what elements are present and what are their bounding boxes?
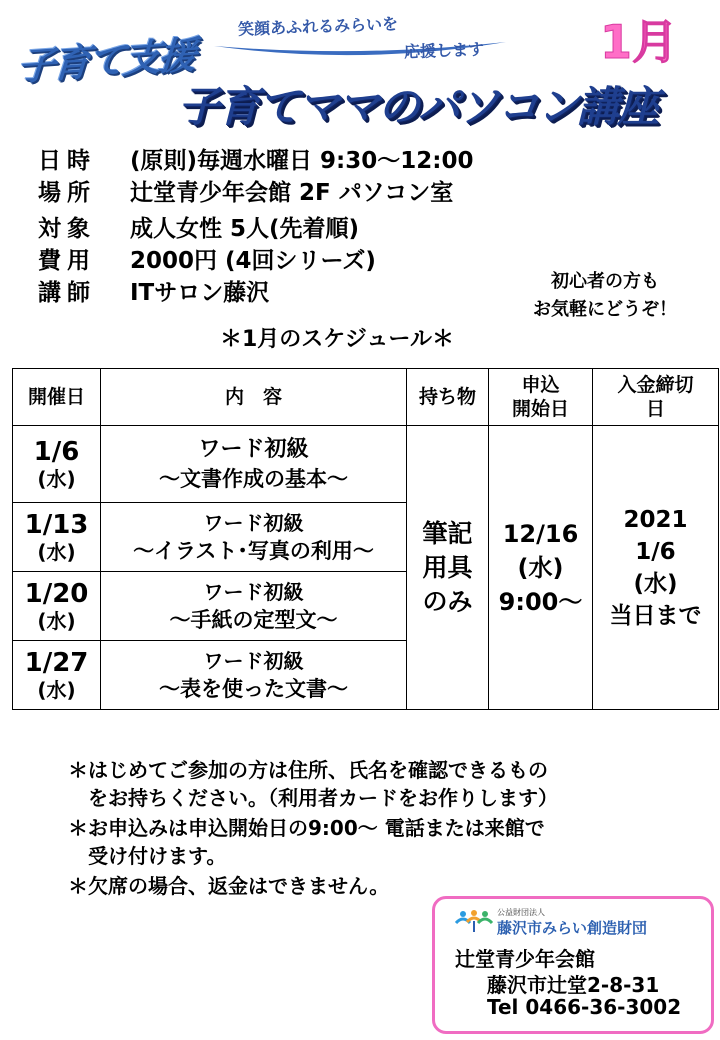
organization-phone: Tel 0466-36-3002 [487, 995, 682, 1019]
header-date: 開催日 [13, 369, 101, 426]
row-date [13, 426, 101, 503]
date-number: 1/13 [24, 510, 89, 540]
apply-cell [489, 426, 593, 710]
info-label: 費用 [38, 248, 96, 274]
kosodate-shien-badge: 子育て支援 [15, 32, 195, 90]
bring-cell [407, 426, 489, 710]
header-apply [489, 369, 593, 426]
foundation-type-label: 公益財団法人 [497, 908, 545, 917]
header-apply-line1: 申込 [521, 374, 560, 396]
deadline-line: (水) [633, 570, 678, 597]
footer-note: をお持ちください。（利用者カードをお作りします） [68, 786, 558, 810]
info-value: 2000円 (4回シリーズ) [130, 248, 376, 274]
footer-note: ＊はじめてご参加の方は住所、氏名を確認できるもの [68, 758, 548, 782]
apply-line: (水) [517, 553, 564, 582]
people-logo-icon [455, 909, 493, 933]
header-content: 内 容 [101, 369, 407, 426]
row-content [101, 572, 407, 641]
date-weekday: (水) [37, 609, 76, 633]
schedule-table [12, 368, 719, 710]
row-date [13, 572, 101, 641]
note-line: お気軽にどうぞ！ [533, 299, 677, 320]
row-date [13, 641, 101, 710]
contact-box [432, 896, 714, 1034]
content-title: ワード初級 [203, 649, 304, 673]
slogan-line2: 応援します [403, 39, 485, 62]
date-weekday: (水) [37, 467, 76, 491]
organization-address: 藤沢市辻堂2-8-31 [487, 973, 660, 997]
info-value: 辻堂青少年会館 2F パソコン室 [130, 180, 454, 206]
content-title: ワード初級 [198, 437, 309, 462]
info-value: 成人女性 5人(先着順) [130, 216, 360, 242]
content-subtitle: 〜手紙の定型文〜 [169, 608, 338, 632]
bring-line: 用具 [422, 552, 473, 582]
deadline-line: 2021 [623, 506, 688, 533]
info-label: 場所 [38, 180, 96, 206]
organization-name: 辻堂青少年会館 [455, 947, 595, 971]
content-subtitle: 〜表を使った文書〜 [159, 677, 348, 701]
content-title: ワード初級 [203, 580, 304, 604]
footer-note: ＊欠席の場合、返金はできません。 [68, 874, 390, 898]
info-row-fee [38, 242, 376, 275]
info-label: 対象 [38, 216, 96, 242]
bring-line: 筆記 [422, 518, 473, 548]
apply-line: 12/16 [502, 519, 579, 548]
info-row-place [38, 174, 453, 207]
info-label: 講師 [38, 280, 96, 306]
apply-line: 9:00〜 [498, 587, 583, 616]
date-weekday: (水) [37, 540, 76, 564]
foundation-name: 藤沢市みらい創造財団 [497, 919, 648, 937]
date-number: 1/6 [33, 437, 80, 467]
slogan-line1: 笑顔あふれるみらいを [237, 14, 399, 39]
deadline-cell [593, 426, 719, 710]
info-value: ITサロン藤沢 [130, 280, 270, 306]
table-row [13, 426, 719, 503]
content-subtitle: 〜文書作成の基本〜 [159, 467, 348, 491]
row-content [101, 503, 407, 572]
row-content [101, 641, 407, 710]
info-row-datetime [38, 142, 473, 175]
row-date [13, 503, 101, 572]
info-value: (原則)毎週水曜日 9:30〜12:00 [130, 148, 474, 174]
month-badge: 1月 [600, 15, 679, 69]
row-content [101, 426, 407, 503]
schedule-heading: ＊1月のスケジュール＊ [220, 327, 454, 352]
page-title: 子育てママのパソコン講座 [178, 82, 658, 131]
deadline-line: 1/6 [635, 538, 676, 565]
beginner-welcome-note [510, 268, 700, 324]
header-deadline-line2: 日 [645, 398, 665, 420]
info-label: 日時 [38, 148, 96, 174]
footer-note: 受け付けます。 [68, 844, 227, 868]
header-apply-line2: 開始日 [511, 398, 569, 420]
table-header-row [13, 369, 719, 426]
date-number: 1/27 [24, 648, 89, 678]
info-row-instructor [38, 274, 269, 307]
date-weekday: (水) [37, 678, 76, 702]
header-bring: 持ち物 [407, 369, 489, 426]
date-number: 1/20 [24, 579, 89, 609]
header-deadline-line1: 入金締切 [617, 374, 694, 396]
info-row-target [38, 210, 359, 243]
deadline-line: 当日まで [609, 602, 702, 629]
content-subtitle: 〜イラスト･写真の利用〜 [133, 539, 374, 563]
content-title: ワード初級 [203, 511, 304, 535]
header-deadline [593, 369, 719, 426]
footer-note: ＊お申込みは申込開始日の9:00〜 電話または来館で [68, 816, 545, 840]
note-line: 初心者の方も [551, 271, 659, 292]
bring-line: のみ [422, 586, 473, 616]
